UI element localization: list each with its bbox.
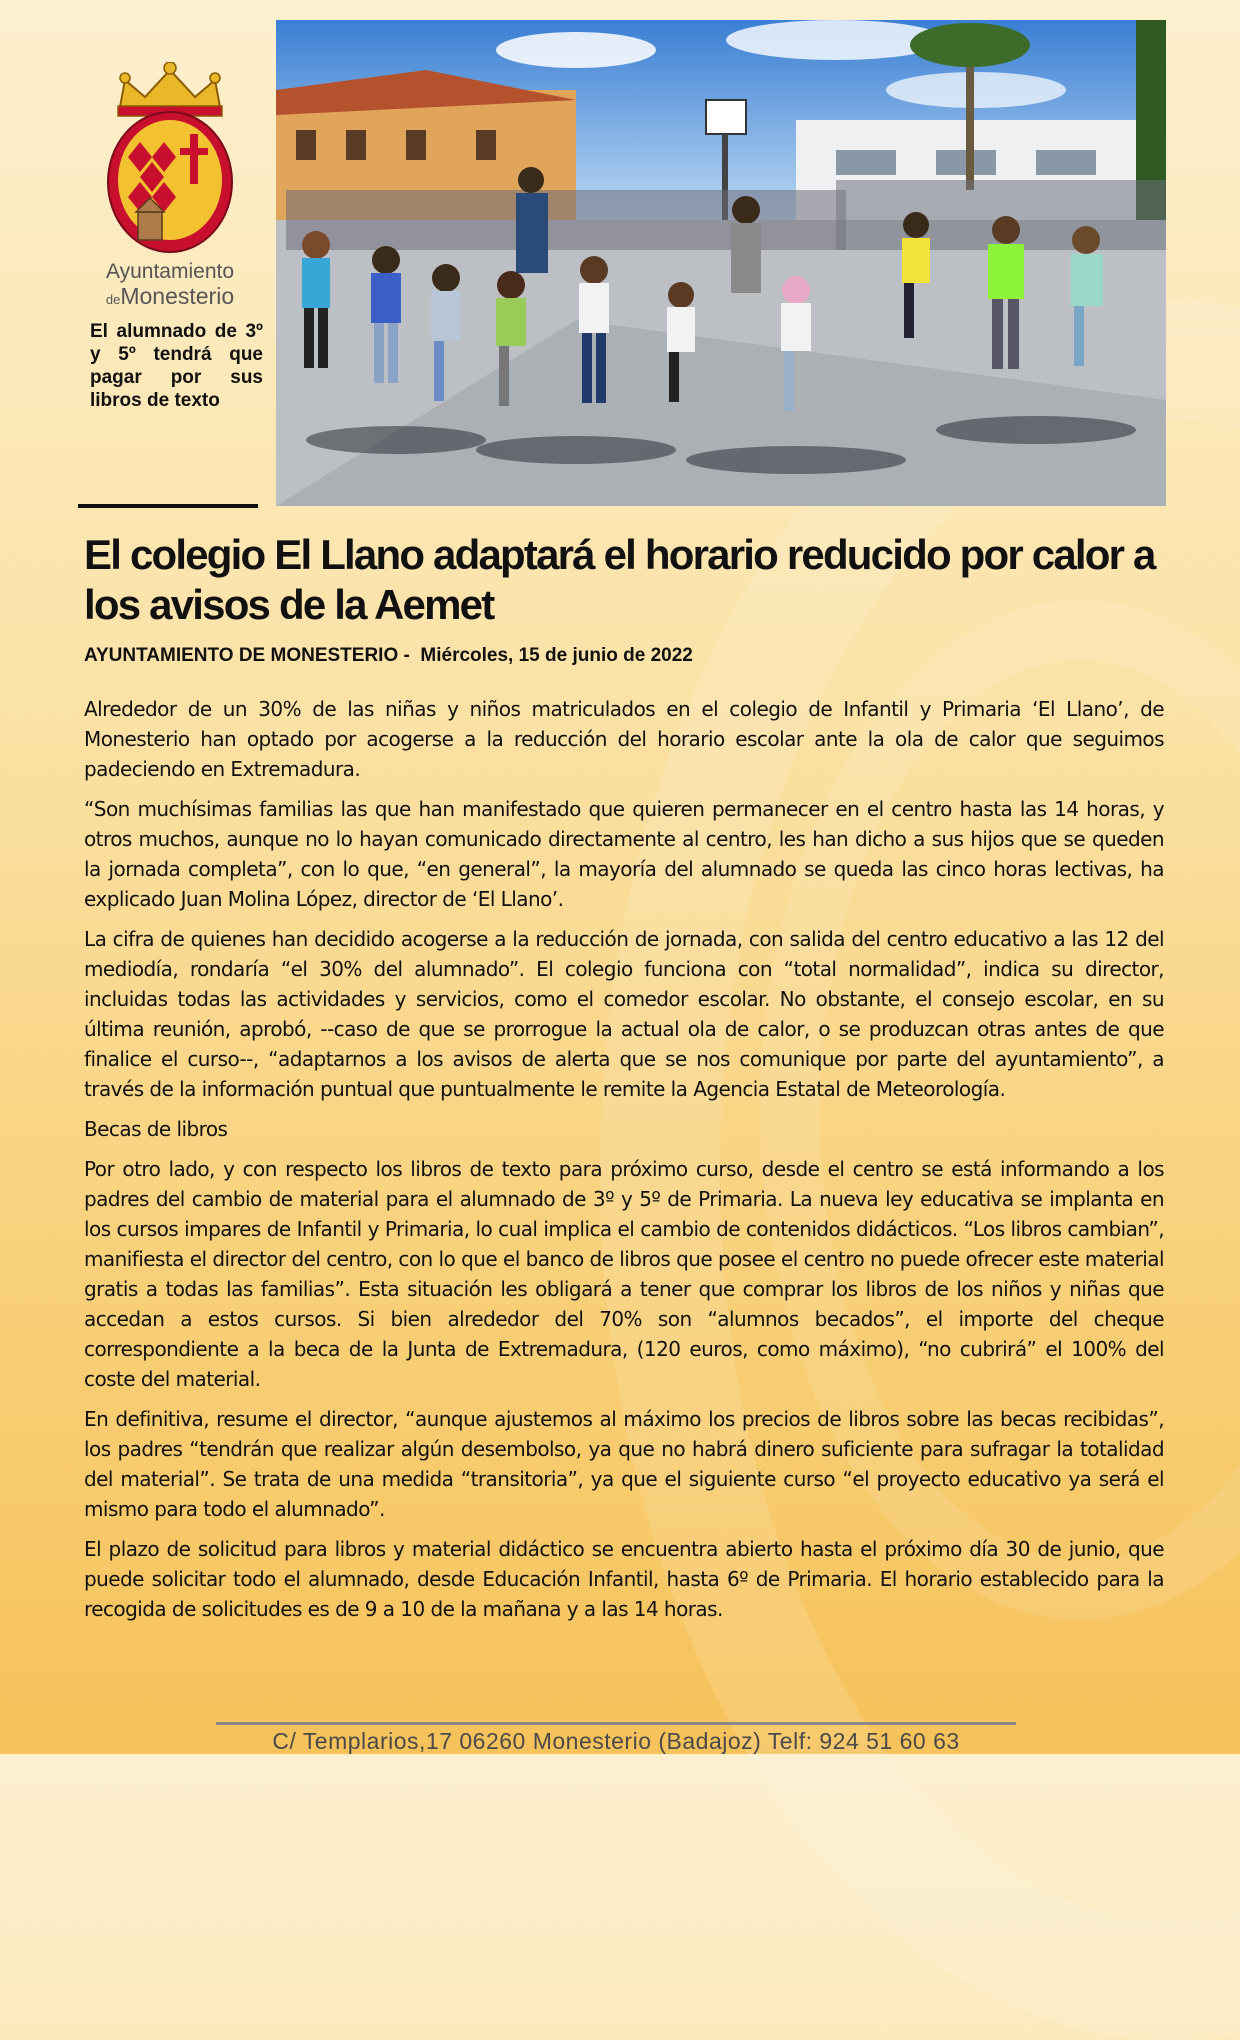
footer-address: C/ Templarios,17 06260 Monesterio (Badajoz) Telf: 924 51 60 63 xyxy=(272,1728,960,1754)
sidebar-blurb: El alumnado de 3º y 5º tendrá que pagar por sus libros de texto xyxy=(90,321,263,411)
municipal-logo xyxy=(90,62,250,312)
body-paragraph-1: Alrededor de un 30% de las niñas y niños matriculados en el colegio de Infantil y Primaria ‘El Llano’, de Monesterio han optado por acogerse a la reducción del horario escolar ante la ola de calor que seguimos padeciendo en Extremadura. xyxy=(84,697,1164,781)
section-subhead: Becas de libros xyxy=(84,1117,228,1141)
logo-text-town: Monesterio xyxy=(120,283,235,309)
article-body xyxy=(84,694,1164,1634)
logo-text-monesterio xyxy=(90,283,250,310)
article-headline: El colegio El Llano adaptará el horario reducido por calor a los avisos de la Aemet xyxy=(84,531,1155,628)
logo-text-ayuntamiento: Ayuntamiento xyxy=(105,260,235,283)
sidebar-rule xyxy=(78,504,258,508)
body-paragraph-3: La cifra de quienes han decidido acogerse a la reducción de jornada, con salida del centro educativo a las 12 del mediodía, rondaría “el 30% del alumnado”. El colegio funciona con “total normalidad”, indica su director, incluidas todas las actividades y servicios, como el comedor escolar. No obstante, el consejo escolar, en su última reunión, aprobó, --caso de que se prorrogue la actual ola de calor, o se produzcan otras antes de que finalice el curso--, “adaptarnos a los avisos de alerta que se nos comunique por parte del ayuntamiento”, a través de la información puntual que puntualmente le remite la Agencia Estatal de Meteorología. xyxy=(84,927,1164,1101)
body-paragraph-2: “Son muchísimas familias las que han manifestado que quieren permanecer en el centro hasta las 14 horas, y otros muchos, aunque no lo hayan comunicado directamente al centro, les han dicho a sus hijos que se queden la jornada completa”, con lo que, “en general”, la mayoría del alumnado se queda las cinco horas lectivas, ha explicado Juan Molina López, director de ‘El Llano’. xyxy=(84,797,1164,911)
article-byline xyxy=(84,645,1174,667)
article-photo xyxy=(276,20,1166,506)
byline-date: Miércoles, 15 de junio de 2022 xyxy=(420,645,693,666)
logo-text-de: de xyxy=(105,292,121,307)
body-paragraph-5: En definitiva, resume el director, “aunque ajustemos al máximo los precios de libros sobre las becas recibidas”, los padres “tendrán que realizar algún desembolso, ya que no habrá dinero suficiente para sufragar la totalidad del material”. Se trata de una medida “transitoria”, ya que el siguiente curso “el proyecto educativo ya será el mismo para todo el alumnado”. xyxy=(84,1407,1164,1521)
footer-rule xyxy=(216,1722,1016,1725)
body-paragraph-6: El plazo de solicitud para libros y material didáctico se encuentra abierto hasta el próximo día 30 de junio, que puede solicitar todo el alumnado, desde Educación Infantil, hasta 6º de Primaria. El horario establecido para la recogida de solicitudes es de 9 a 10 de la mañana y a las 14 horas. xyxy=(84,1537,1164,1621)
byline-source: AYUNTAMIENTO DE MONESTERIO - xyxy=(84,645,410,666)
schoolyard-photo-image xyxy=(276,20,1166,506)
coat-of-arms-icon xyxy=(100,62,240,257)
body-paragraph-4: Por otro lado, y con respecto los libros de texto para próximo curso, desde el centro se está informando a los padres del cambio de material para el alumnado de 3º y 5º de Primaria. La nueva ley educativa se implanta en los cursos impares de Infantil y Primaria, lo cual implica el cambio de contenidos didácticos. “Los libros cambian”, manifiesta el director del centro, con lo que el banco de libros que posee el centro no puede ofrecer este material gratis a todas las familias”. Esta situación les obligará a tener que comprar los libros de los niños y niñas que accedan a estos cursos. Si bien alrededor del 70% son “alumnos becados”, el importe del cheque correspondiente a la beca de la Junta de Extremadura, (120 euros, como máximo), “no cubrirá” el 100% del coste del material. xyxy=(84,1157,1164,1391)
